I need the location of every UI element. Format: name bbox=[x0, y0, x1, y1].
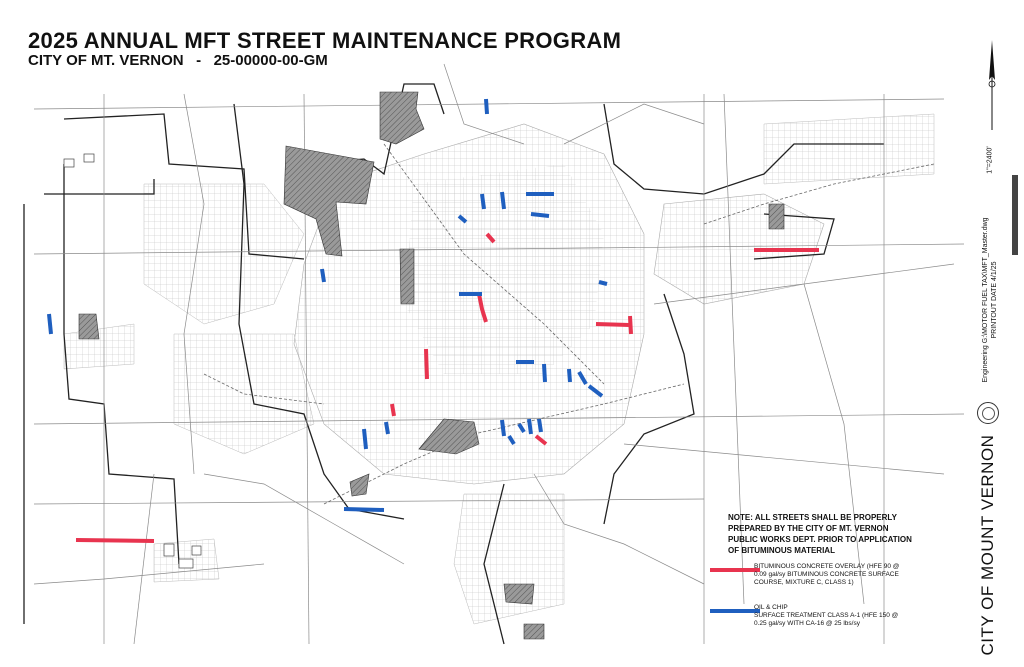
oil-chip-street-segment bbox=[569, 369, 570, 382]
oil-chip-street-segment bbox=[544, 364, 545, 382]
oil-chip-swatch bbox=[710, 609, 760, 613]
oil-chip-street-segment bbox=[531, 214, 549, 216]
city-name-vertical: CITY OF MOUNT VERNON bbox=[978, 434, 997, 656]
oil-chip-street-segment bbox=[539, 419, 541, 432]
legend-label-oil-chip: OIL & CHIP SURFACE TREATMENT CLASS A-1 (HFE 150 @ 0.25 gal/sy WITH CA-16 @ 25 lbs/sy bbox=[754, 604, 899, 627]
oil-chip-street-segment bbox=[322, 269, 324, 282]
engineering-info bbox=[981, 217, 999, 382]
preparation-note: NOTE: ALL STREETS SHALL BE PROPERLY PREPARED BY THE CITY OF MT. VERNON PUBLIC WORKS DEPT. PRIOR TO APPLICATION OF BITUMINOUS MATERIAL bbox=[728, 513, 912, 555]
printout-date: PRINTOUT DATE 4/1/25 bbox=[991, 261, 998, 339]
oil-chip-street-segment bbox=[502, 192, 504, 209]
oil-chip-street-segment bbox=[344, 509, 384, 510]
overlay-street-segment bbox=[630, 316, 631, 334]
map-frame bbox=[4, 4, 1018, 659]
oil-chip-street-segment bbox=[529, 419, 531, 434]
north-arrow-icon bbox=[986, 40, 998, 130]
legend-label-overlay: BITUMINOUS CONCRETE OVERLAY (HFE 90 @ 0.09 gal/sy BITUMINOUS CONCRETE SURFACE COURSE, MIXTURE C, CLASS 1) bbox=[754, 563, 900, 586]
oil-chip-street-segment bbox=[482, 194, 484, 209]
overlay-swatch bbox=[710, 568, 760, 572]
city-seal-icon bbox=[977, 402, 999, 424]
map-title: 2025 ANNUAL MFT STREET MAINTENANCE PROGRAM bbox=[28, 28, 622, 53]
oil-chip-street-segment bbox=[386, 422, 388, 434]
oil-chip-street-segment bbox=[486, 99, 487, 114]
overlay-street-segment bbox=[76, 540, 154, 541]
map-subtitle: CITY OF MT. VERNON - 25-00000-00-GM bbox=[28, 52, 328, 69]
overlay-street-segment bbox=[392, 404, 394, 416]
oil-chip-street-segment bbox=[599, 282, 607, 284]
overlay-street-segment bbox=[426, 349, 427, 379]
oil-chip-street-segment bbox=[49, 314, 51, 334]
oil-chip-street-segment bbox=[502, 420, 504, 436]
edge-bar bbox=[1012, 175, 1018, 255]
engineering-file: Engineering G:\MOTOR FUEL TAX\MFT_Master.dwg bbox=[982, 217, 989, 383]
map-scale: 1"=2400' bbox=[986, 146, 994, 174]
overlay-street-segment bbox=[596, 324, 629, 325]
oil-chip-street-segment bbox=[364, 429, 366, 449]
